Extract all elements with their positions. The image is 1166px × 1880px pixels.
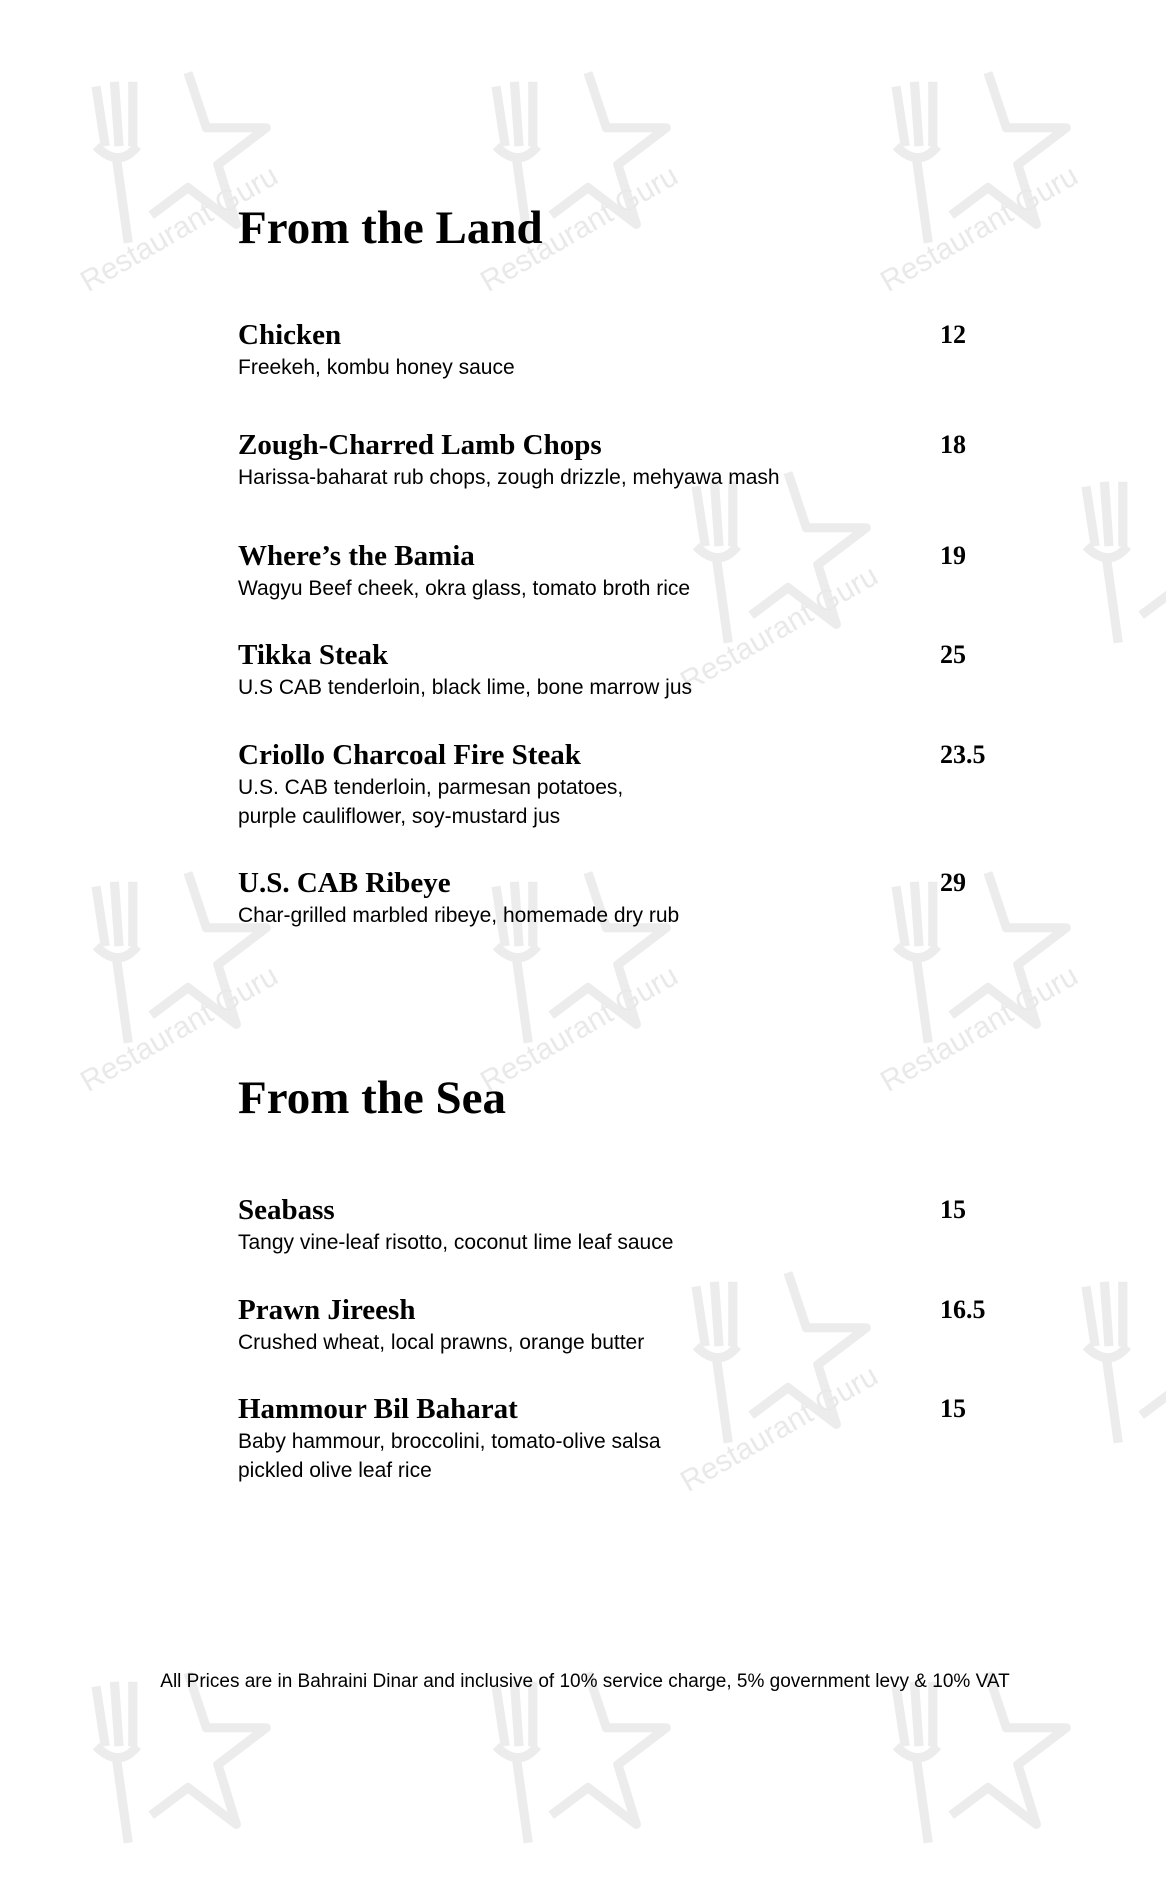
item-price: 12 bbox=[940, 320, 966, 349]
item-price: 15 bbox=[940, 1394, 966, 1423]
watermark-text: Restaurant Guru bbox=[75, 159, 284, 299]
item-description: U.S CAB tenderloin, black lime, bone marrow jus bbox=[238, 676, 693, 699]
item-name: Zough-Charred Lamb Chops bbox=[238, 429, 602, 461]
item-description: purple cauliflower, soy-mustard jus bbox=[238, 805, 561, 828]
item-description: Baby hammour, broccolini, tomato-olive salsa bbox=[238, 1430, 661, 1453]
item-name: Seabass bbox=[238, 1194, 335, 1226]
watermark-text: Restaurant Guru bbox=[475, 159, 684, 299]
watermark-text: Restaurant Guru bbox=[475, 959, 684, 1099]
watermark-text: Restaurant Guru bbox=[75, 959, 284, 1099]
item-price: 19 bbox=[940, 541, 966, 570]
menu-item bbox=[238, 318, 998, 382]
menu-item bbox=[238, 539, 998, 603]
item-name: Criollo Charcoal Fire Steak bbox=[238, 739, 581, 771]
item-name: Prawn Jireesh bbox=[238, 1294, 416, 1326]
fork-star-icon bbox=[1040, 1245, 1166, 1475]
price-footnote: All Prices are in Bahraini Dinar and inclusive of 10% service charge, 5% government levy & 10% VAT bbox=[160, 1671, 1010, 1692]
item-description: pickled olive leaf rice bbox=[238, 1459, 432, 1482]
menu-item bbox=[238, 428, 998, 492]
watermark-text: Restaurant Guru bbox=[675, 1359, 884, 1499]
menu-item bbox=[238, 1193, 998, 1257]
menu-item bbox=[238, 1392, 998, 1485]
item-description: Harissa-baharat rub chops, zough drizzle, mehyawa mash bbox=[238, 466, 780, 489]
item-description: U.S. CAB tenderloin, parmesan potatoes, bbox=[238, 776, 624, 799]
item-price: 29 bbox=[940, 868, 966, 897]
menu-item bbox=[238, 738, 998, 831]
item-name: Chicken bbox=[238, 319, 342, 351]
item-name: U.S. CAB Ribeye bbox=[238, 867, 451, 899]
item-name: Tikka Steak bbox=[238, 639, 389, 671]
section-title-sea: From the Sea bbox=[238, 1072, 507, 1124]
item-price: 16.5 bbox=[940, 1295, 986, 1324]
menu-item bbox=[238, 1293, 998, 1357]
item-description: Freekeh, kombu honey sauce bbox=[238, 356, 515, 379]
watermark-text: Restaurant Guru bbox=[675, 559, 884, 699]
item-description: Wagyu Beef cheek, okra glass, tomato broth rice bbox=[238, 577, 691, 600]
item-description: Char-grilled marbled ribeye, homemade dry rub bbox=[238, 904, 680, 927]
item-price: 18 bbox=[940, 430, 966, 459]
watermark-text: Restaurant Guru bbox=[875, 959, 1084, 1099]
fork-star-icon bbox=[850, 45, 1080, 275]
fork-star-icon bbox=[1040, 445, 1166, 675]
menu-item bbox=[238, 638, 998, 702]
item-name: Hammour Bil Baharat bbox=[238, 1393, 518, 1425]
watermark-text: Restaurant Guru bbox=[875, 159, 1084, 299]
item-description: Crushed wheat, local prawns, orange butter bbox=[238, 1331, 645, 1354]
item-description: Tangy vine-leaf risotto, coconut lime leaf sauce bbox=[238, 1231, 674, 1254]
item-price: 25 bbox=[940, 640, 966, 669]
item-price: 15 bbox=[940, 1195, 966, 1224]
item-price: 23.5 bbox=[940, 740, 986, 769]
item-name: Where’s the Bamia bbox=[238, 540, 475, 572]
section-title-land: From the Land bbox=[238, 202, 543, 254]
menu-item bbox=[238, 866, 998, 930]
